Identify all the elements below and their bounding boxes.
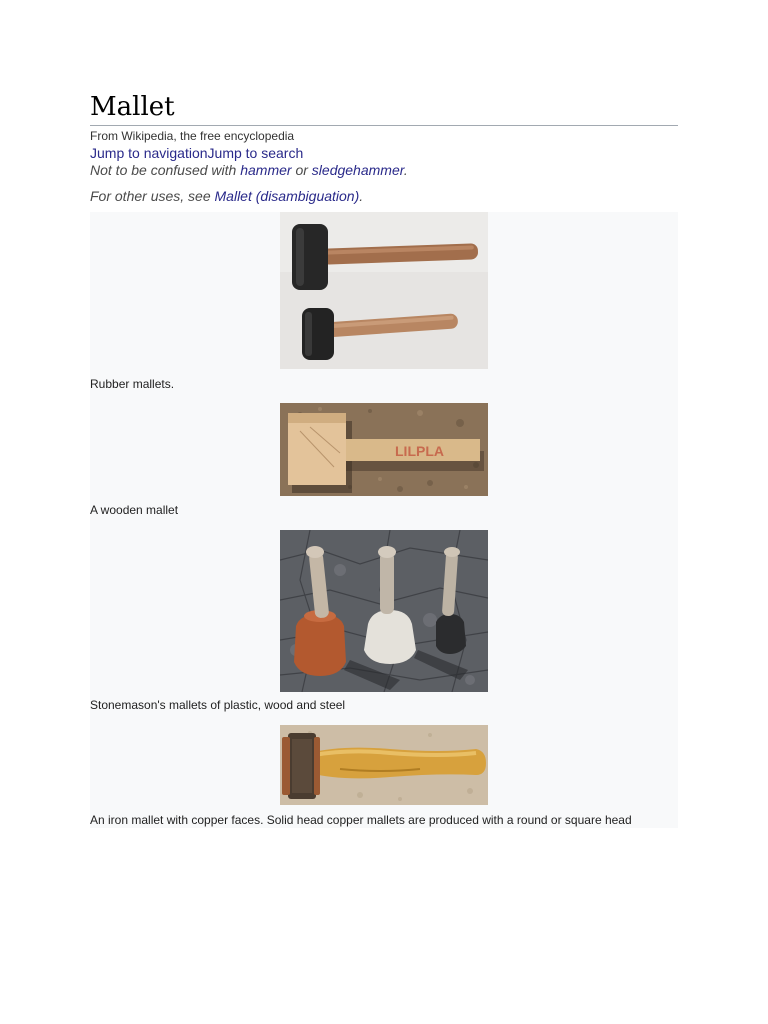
hatnote-text: Not to be confused with xyxy=(90,162,241,178)
jump-links xyxy=(90,144,303,162)
svg-text:LILPLA: LILPLA xyxy=(395,443,444,459)
wooden-mallet-photo[interactable] xyxy=(280,403,488,496)
site-tagline: From Wikipedia, the free encyclopedia xyxy=(90,129,295,143)
gallery-caption: A wooden mallet xyxy=(90,503,179,517)
hatnote-text: . xyxy=(403,162,408,178)
hatnote-other-uses xyxy=(90,187,363,205)
jump-to-navigation-link[interactable]: Jump to navigation xyxy=(90,145,208,161)
stonemason-mallets-photo[interactable] xyxy=(280,530,488,692)
gallery-caption: An iron mallet with copper faces. Solid head copper mallets are produced with a round or square head xyxy=(90,813,632,827)
hatnote-text: For other uses, see xyxy=(90,188,215,204)
hatnote-not-confused xyxy=(90,161,408,179)
gallery-caption: Stonemason's mallets of plastic, wood and steel xyxy=(90,698,346,712)
jump-to-search-link[interactable]: Jump to search xyxy=(207,145,304,161)
sledgehammer-link[interactable]: sledgehammer xyxy=(311,162,404,178)
mallet-disambiguation-link[interactable]: Mallet (disambiguation) xyxy=(214,188,360,204)
iron-mallet-photo[interactable] xyxy=(280,725,488,805)
image-gallery xyxy=(90,212,678,828)
page-title: Mallet xyxy=(90,92,175,122)
gallery-caption: Rubber mallets. xyxy=(90,377,175,391)
hatnote-text: or xyxy=(291,162,312,178)
hammer-link[interactable]: hammer xyxy=(240,162,292,178)
rubber-mallets-photo[interactable] xyxy=(280,212,488,369)
title-divider xyxy=(90,125,678,126)
hatnote-text: . xyxy=(359,188,364,204)
